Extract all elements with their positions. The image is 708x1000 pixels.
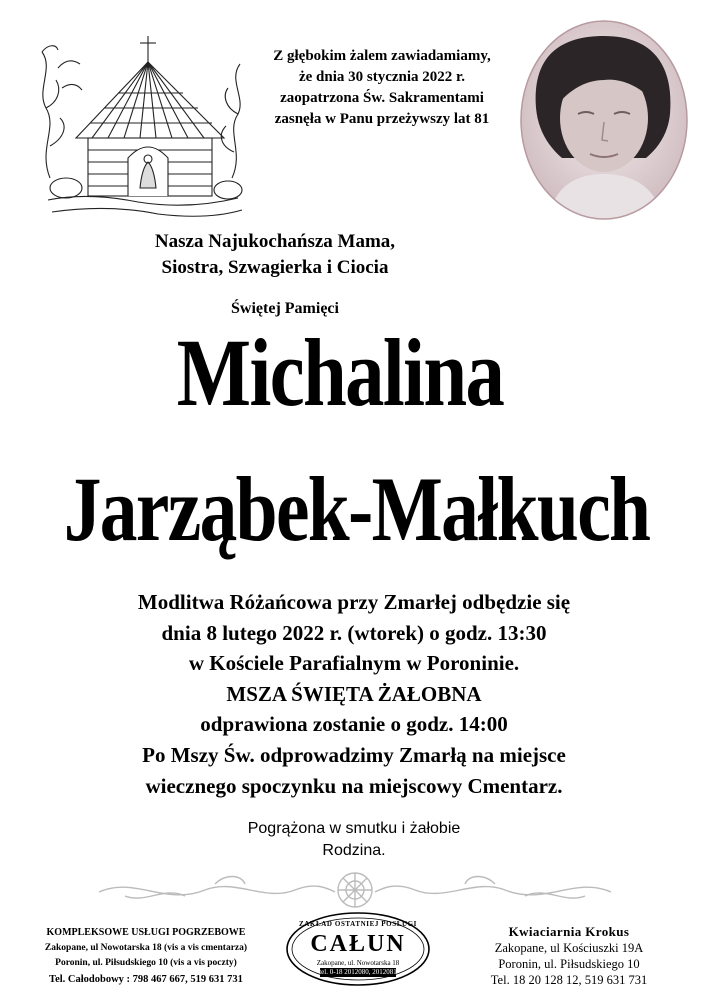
florist-phone: Tel. 18 20 128 12, 519 631 731 [490,973,648,987]
ceremony-line: dnia 8 lutego 2022 r. (wtorek) o godz. 13:30 [161,620,547,645]
mourners-line: Rodzina. [322,842,386,859]
relation-text [110,229,440,281]
florist-info [444,924,694,988]
ornament-divider [95,866,615,910]
deceased-last-name: Jarząbek-Małkuch [63,458,650,560]
intro-line: zasnęła w Panu przeżywszy lat 81 [274,111,490,127]
funeral-home-address: Zakopane, ul Nowotarska 18 (vis a vis cmentarza) [44,942,248,953]
funeral-home-info [12,925,280,987]
funeral-home-title: KOMPLEKSOWE USŁUGI POGRZEBOWE [46,927,246,938]
announcement-intro [262,46,502,130]
relation-line: Siostra, Szwagierka i Ciocia [161,257,389,278]
deceased-first-name: Michalina [176,319,504,426]
logo-top-text: ZAKŁAD OSTATNIEJ POSŁUGI [299,920,417,928]
ceremony-line: Modlitwa Różańcowa przy Zmarłej odbędzie się [137,590,571,614]
ceremony-line: MSZA ŚWIĘTA ŻAŁOBNA [226,681,482,706]
relation-line: Nasza Najukochańsza Mama, [154,231,396,252]
funeral-home-address: Poronin, ul. Piłsudskiego 10 (vis a vis poczty) [55,958,237,968]
intro-line: zaopatrzona Św. Sakramentami [280,90,484,106]
florist-address: Zakopane, ul Kościuszki 19A [494,941,644,955]
funeral-home-phone: Tel. Całodobowy : 798 467 667, 519 631 731 [49,973,243,985]
ceremony-line: Po Mszy Św. odprowadzimy Zmarłą na miejsce [142,742,566,767]
logo-name: CAŁUN [310,931,406,957]
logo-address: Zakopane, ul. Nowotarska 18 [316,959,400,967]
portrait-photo [518,18,690,223]
mourners-line: Pogrążona w smutku i żałobie [247,820,461,837]
ceremony-details [30,587,678,801]
calun-logo [284,910,432,988]
mourners-signature [154,818,554,862]
florist-name: Kwiaciarnia Krokus [508,924,630,939]
intro-line: że dnia 30 stycznia 2022 r. [298,69,466,85]
ceremony-line: odprawiona zostanie o godz. 14:00 [200,712,508,737]
ceremony-line: wiecznego spoczynku na miejscowy Cmentarz. [145,773,563,798]
logo-phone: tel. 0-18 2012080, 2012081 [319,968,397,976]
florist-address: Poronin, ul. Piłsudskiego 10 [498,957,640,971]
in-memory-label: Świętej Pamięci [231,300,339,317]
chapel-illustration [28,28,248,223]
intro-line: Z głębokim żalem zawiadamiamy, [273,48,491,64]
ceremony-line: w Kościele Parafialnym w Poroninie. [188,651,520,676]
